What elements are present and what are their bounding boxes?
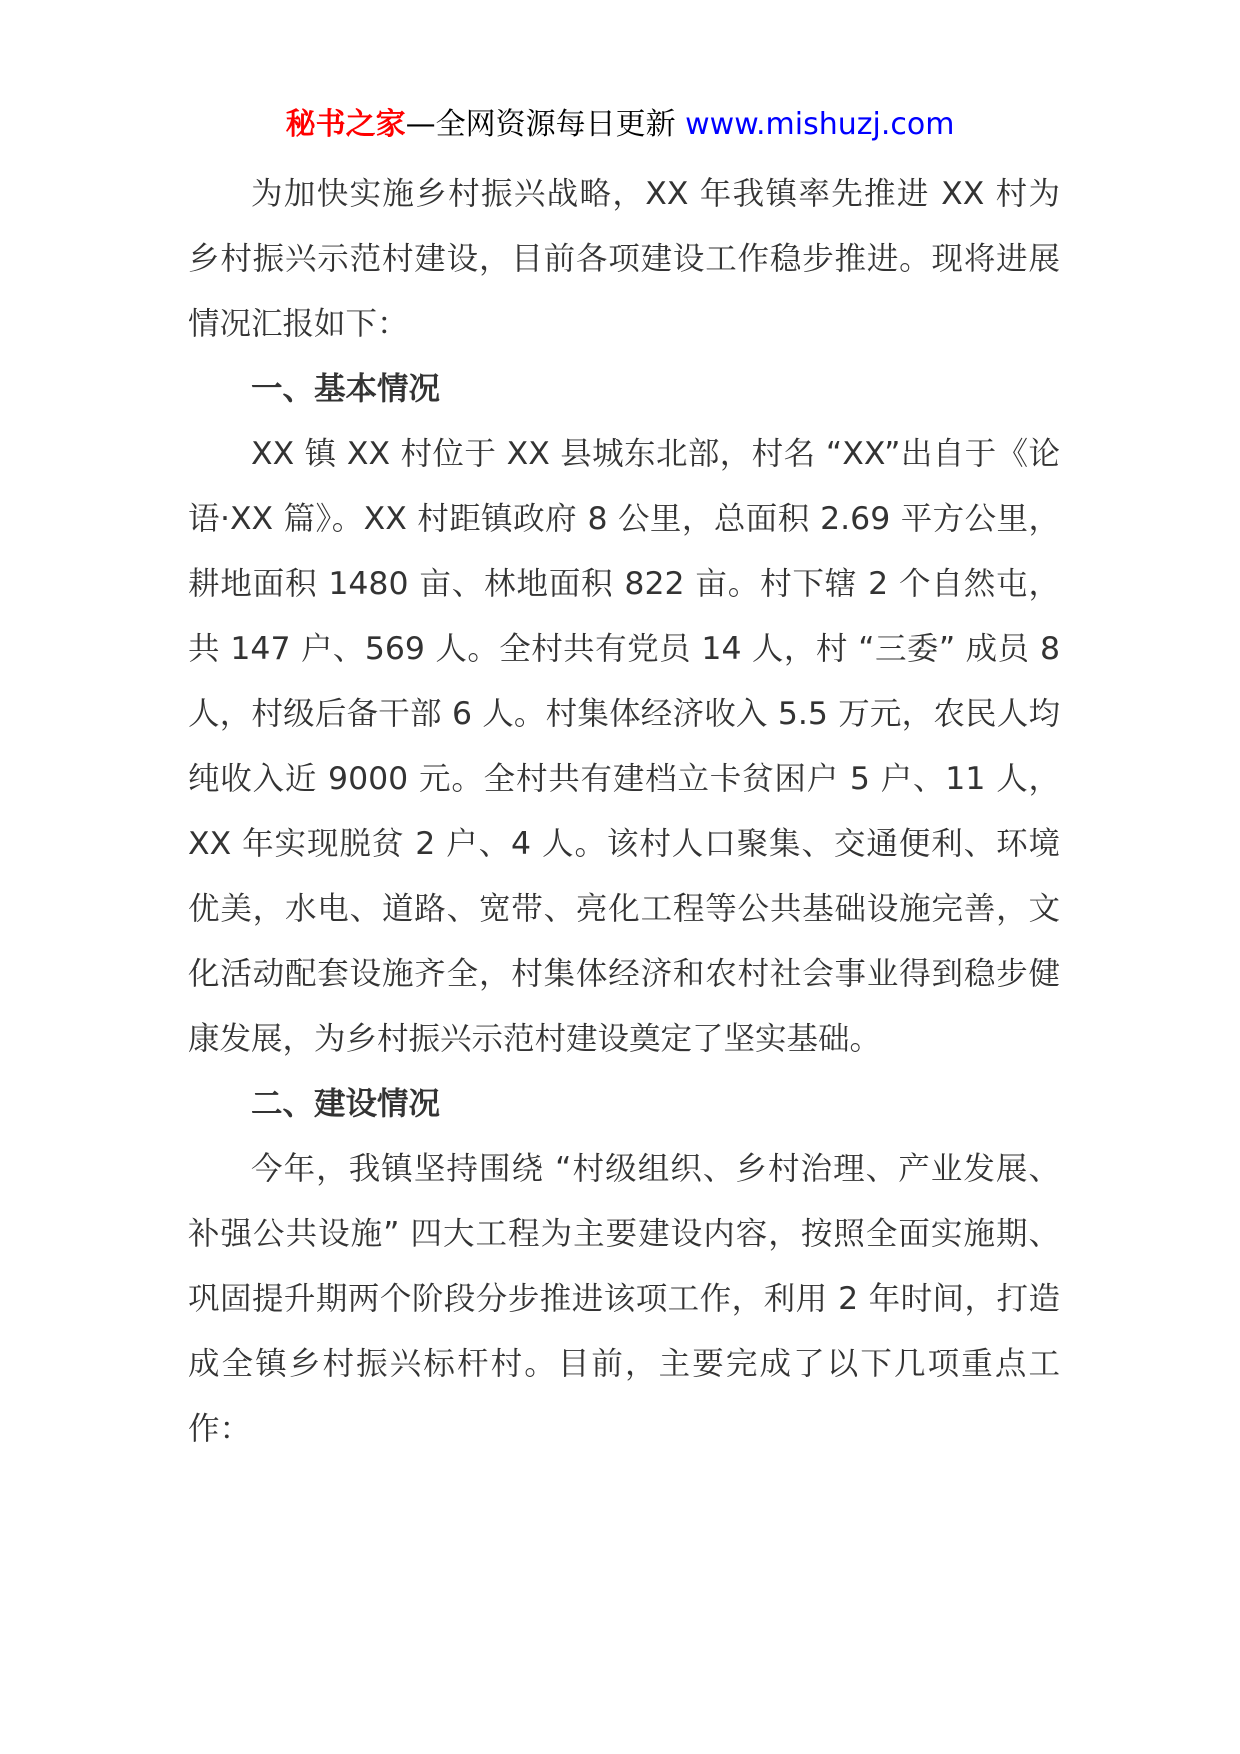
basic-info-paragraph: XX 镇 XX 村位于 XX 县城东北部，村名 “XX”出自于《论语·XX 篇》。XX 村距镇政府 8 公里，总面积 2.69 平方公里，耕地面积 1480 亩、林地面积 822 亩。村下辖 2 个自然屯，共 147 户、569 人。全村共有党员 14 人，村 “三委” 成员 8 人，村级后备干部 6 人。村集体经济收入 5.5 万元，农民人均纯收入近 9000 元。全村共有建档立卡贫困户 5 户、11 人，XX 年实现脱贫 2 户、4 人。该村人口聚集、交通便利、环境优美，水电、道路、宽带、亮化工程等公共基础设施完善，文化活动配套设施齐全，村集体经济和农村社会事业得到稳步健康发展，为乡村振兴示范村建设奠定了坚实基础。 <box>188 436 1060 1057</box>
document-body <box>188 162 1060 1462</box>
page-header <box>0 100 1240 150</box>
intro-paragraph: 为加快实施乡村振兴战略，XX 年我镇率先推进 XX 村为乡村振兴示范村建设，目前各项建设工作稳步推进。现将进展情况汇报如下： <box>188 176 1060 342</box>
section-heading-construction: 二、建设情况 <box>251 1086 441 1122</box>
section-heading-basic-info: 一、基本情况 <box>251 371 441 407</box>
brand-name: 秘书之家 <box>285 107 406 142</box>
construction-paragraph: 今年，我镇坚持围绕 “村级组织、乡村治理、产业发展、补强公共设施” 四大工程为主要建设内容，按照全面实施期、巩固提升期两个阶段分步推进该项工作，利用 2 年时间，打造成全镇乡村振兴标杆村。目前，主要完成了以下几项重点工作： <box>188 1151 1060 1447</box>
website-link[interactable]: www.mishuzj.com <box>685 107 955 142</box>
header-slogan: —全网资源每日更新 <box>405 107 676 142</box>
